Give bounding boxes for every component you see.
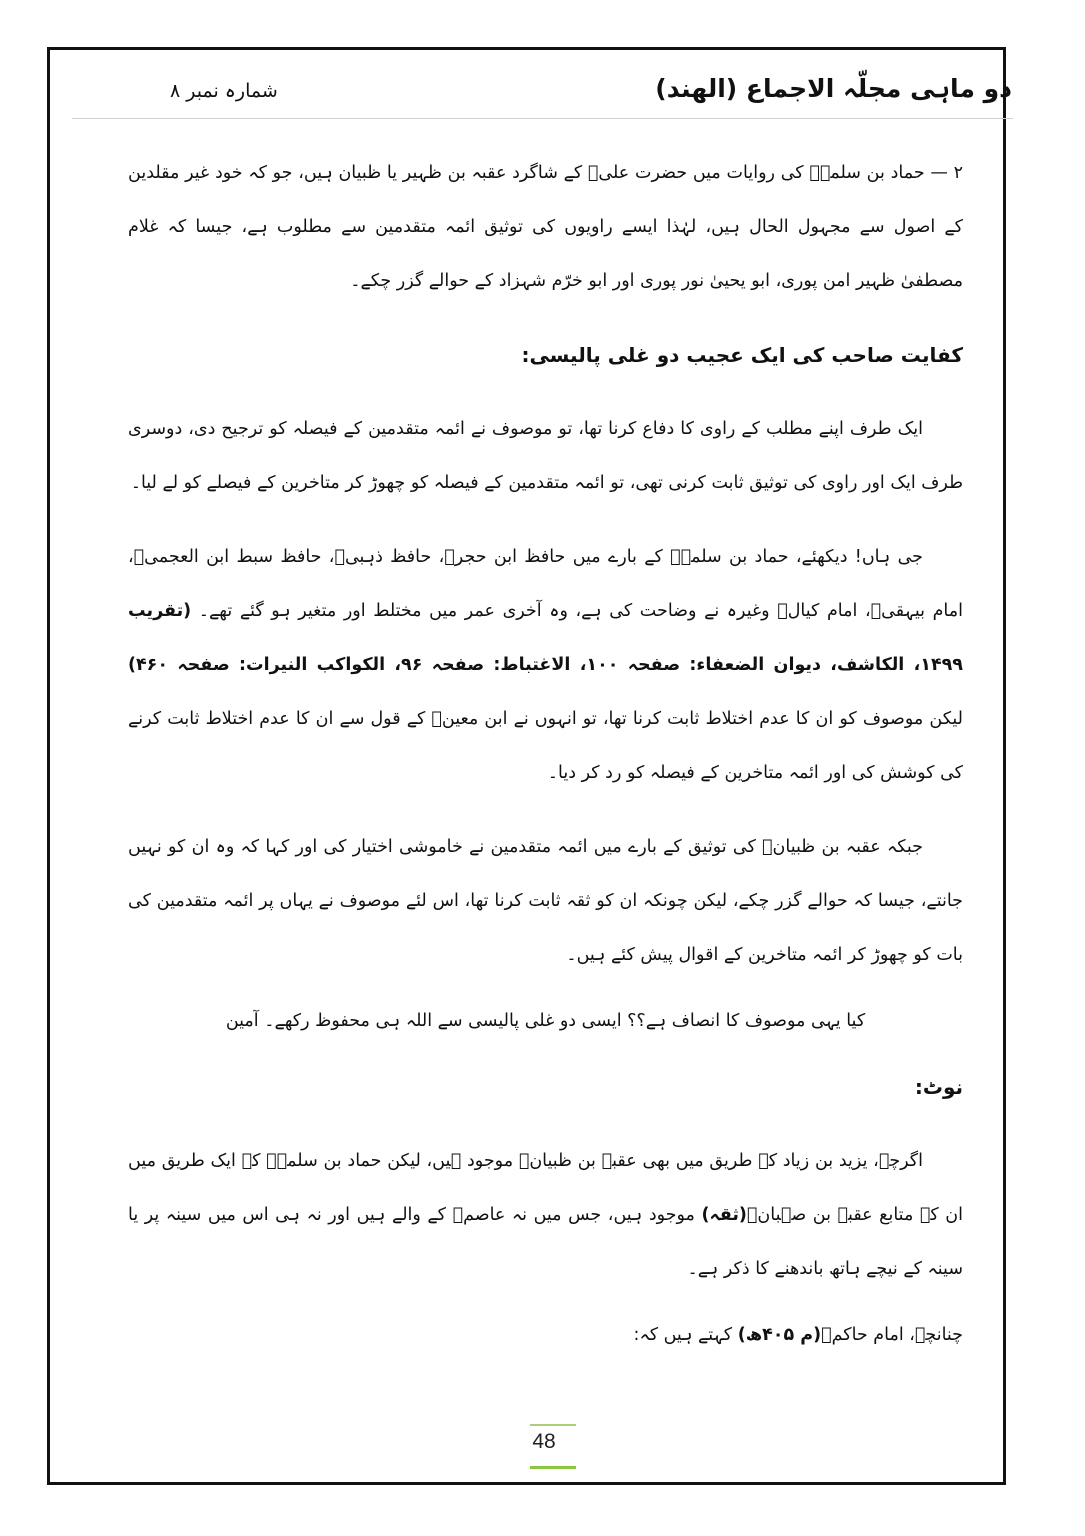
paragraph-double-policy: ایک طرف اپنے مطلب کے راوی کا دفاع کرنا تھا، تو موصوف نے ائمہ متقدمین کے فیصلہ کو ترجیح دی، دوسری طرف ایک اور راوی کی توثیق ثابت کرنی تھی، تو ائمہ متقدمین کے فیصلہ کو چھوڑ کر متاخرین کے فیصلے کو لے لیا۔ [128,419,963,493]
paragraph-text: موجود ہیں، جس میں نہ عاصمؒ کے والے ہیں اور نہ ہی اس میں سینہ پر یا سینہ کے نیچے ہاتھ باندھنے کا ذکر ہے۔ [128,1205,963,1279]
paragraph-note [128,1134,963,1296]
paragraph-uqba-tawthiq: جبکہ عقبہ بن ظبیانؒ کی توثیق کے بارے میں ائمہ متقدمین نے خاموشی اختیار کی اور کہا کہ وہ ان کو نہیں جانتے، جیسا کہ حوالے گزر چکے، لیکن چونکہ ان کو ثقہ ثابت کرنا تھا، اس لئے موصوف نے یہاں پر ائمہ متقدمین کی بات کو چھوڑ کر ائمہ متاخرین کے اقوال پیش کئے ہیں۔ [128,837,963,965]
citation: (تقریب ۱۴۹۹، الکاشف، دیوان الضعفاء: صفحہ ۱۰۰، الاغتباط: صفحہ ۹۶، الکواکب النیرات: صفحہ ۴۶۰) [128,601,963,675]
paragraph-text: چنانچہ، امام حاکمؒ [821,1325,963,1345]
paragraph-text: لیکن موصوف کو ان کا عدم اختلاط ثابت کرنا تھا، تو انہوں نے ابن معینؒ کے قول سے ان کا عدم اختلاط ثابت کرنے کی کوشش کی اور ائمہ متاخرین کے فیصلہ کو رد کر دیا۔ [128,709,963,783]
issue-number: شمارہ نمبر ۸ [170,80,278,102]
journal-title: دو ماہی مجلّہ الاجماع (الھند) [655,74,1012,103]
paragraph-text: کہتے ہیں کہ: [633,1325,733,1345]
paragraph-text: اگرچہ، یزید بن زیاد کے طریق میں بھی عقبہ بن ظبیانؒ موجود ہیں، لیکن حماد بن سلمہؒ کے ایک طریق میں ان کے متابع عقبہ بن صہبانؒ [128,1151,963,1225]
article-body [128,146,963,1362]
paragraph-hammad-ikhtilat [128,530,963,800]
header-divider [72,118,1013,119]
death-year: (م ۴۰۵ھ) [737,1325,822,1345]
page-number-top-rule [530,1424,576,1426]
paragraph-text: جی ہاں! دیکھئے، حماد بن سلمہؒ کے بارے میں حافظ ابن حجرؒ، حافظ ذہبیؒ، حافظ سبط ابن العجمیؒ، امام بیہقیؒ، امام کیالؒ وغیرہ نے وضاحت کی ہے، وہ آخری عمر میں مختلط اور متغیر ہو گئے تھے۔ [128,547,963,621]
page-number-bottom-rule [530,1466,576,1469]
paragraph-hakim-quote [128,1308,963,1362]
paragraph-insaf-question: کیا یہی موصوف کا انصاف ہے؟؟ ایسی دو غلی پالیسی سے اللہ ہی محفوظ رکھے۔ آمین [225,1011,866,1031]
grading-label: (ثقہ) [701,1205,747,1225]
page-number: 48 [532,1430,556,1453]
paragraph-point-2: ۲ — حماد بن سلمہؒ کی روایات میں حضرت علیؓ کے شاگرد عقبہ بن ظہیر یا ظبیان ہیں، جو کہ خود غیر مقلدین کے اصول سے مجہول الحال ہیں، لہٰذا ایسے راویوں کی توثیق ائمہ متقدمین سے مطلوب ہے، جیسا کہ غلام مصطفیٰ ظہیر امن پوری، ابو یحییٰ نور پوری اور ابو خرّم شہزاد کے حوالے گزر چکے۔ [128,163,963,291]
section-heading: کفایت صاحب کی ایک عجیب دو غلی پالیسی: [521,343,963,367]
note-heading: نوٹ: [914,1075,963,1099]
